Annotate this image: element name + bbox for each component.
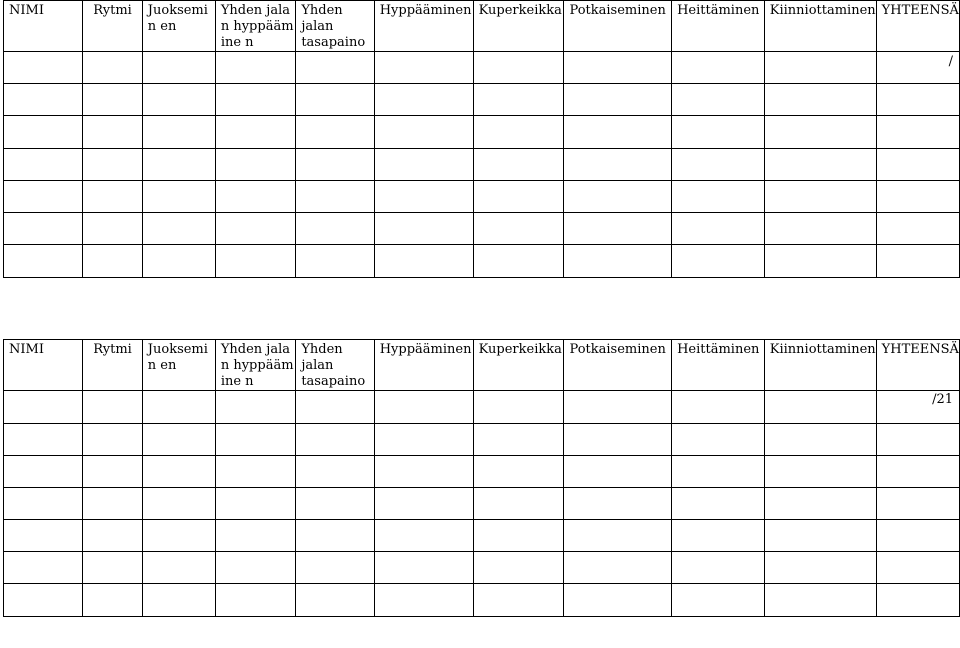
- cell-yhden-jalan-hyppaaminen[interactable]: [215, 456, 296, 488]
- cell-rytmi[interactable]: [83, 84, 143, 116]
- header-rytmi: Rytmi: [83, 1, 143, 52]
- table-row: [4, 245, 960, 278]
- cell-rytmi[interactable]: [83, 245, 143, 278]
- header-row: [4, 340, 960, 391]
- cell-rytmi[interactable]: [83, 181, 143, 213]
- cell-kiinniottaminen[interactable]: [764, 84, 876, 116]
- cell-rytmi[interactable]: [83, 520, 143, 552]
- table-row: [4, 149, 960, 181]
- cell-yhteensa[interactable]: [876, 424, 959, 456]
- table-row: [4, 424, 960, 456]
- cell-rytmi[interactable]: [83, 424, 143, 456]
- cell-yhden-jalan-tasapaino[interactable]: [296, 552, 374, 584]
- cell-yhden-jalan-tasapaino[interactable]: [296, 84, 374, 116]
- cell-juokseminen[interactable]: [142, 456, 215, 488]
- cell-hyppaaminen[interactable]: [374, 488, 473, 520]
- cell-kuperkeikka[interactable]: [473, 213, 564, 245]
- cell-yhteensa[interactable]: [876, 552, 959, 584]
- cell-hyppaaminen[interactable]: [374, 149, 473, 181]
- cell-potkaiseminen[interactable]: [564, 245, 672, 278]
- cell-yhden-jalan-hyppaaminen[interactable]: [215, 52, 296, 84]
- cell-kuperkeikka[interactable]: [473, 584, 564, 617]
- cell-name[interactable]: [4, 52, 83, 84]
- header-hyppaaminen: Hyppääminen: [374, 1, 473, 52]
- cell-yhteensa[interactable]: [876, 245, 959, 278]
- cell-rytmi[interactable]: [83, 488, 143, 520]
- table-row: [4, 84, 960, 116]
- cell-yhden-jalan-tasapaino[interactable]: [296, 488, 374, 520]
- header-yhden-jalan-tasapaino: Yhden jalan tasapaino: [296, 340, 374, 391]
- cell-kiinniottaminen[interactable]: [764, 424, 876, 456]
- cell-yhden-jalan-hyppaaminen[interactable]: [215, 116, 296, 149]
- cell-heittaminen[interactable]: [672, 116, 765, 149]
- cell-rytmi[interactable]: [83, 52, 143, 84]
- cell-yhden-jalan-hyppaaminen[interactable]: [215, 181, 296, 213]
- cell-rytmi[interactable]: [83, 456, 143, 488]
- cell-yhden-jalan-tasapaino[interactable]: [296, 245, 374, 278]
- cell-yhden-jalan-hyppaaminen[interactable]: [215, 552, 296, 584]
- cell-yhden-jalan-tasapaino[interactable]: [296, 584, 374, 617]
- cell-kiinniottaminen[interactable]: [764, 456, 876, 488]
- cell-kuperkeikka[interactable]: [473, 552, 564, 584]
- cell-kiinniottaminen[interactable]: [764, 584, 876, 617]
- cell-yhden-jalan-hyppaaminen[interactable]: [215, 245, 296, 278]
- cell-yhden-jalan-tasapaino[interactable]: [296, 52, 374, 84]
- cell-potkaiseminen[interactable]: [564, 488, 672, 520]
- cell-juokseminen[interactable]: [142, 52, 215, 84]
- cell-hyppaaminen[interactable]: [374, 424, 473, 456]
- cell-yhteensa[interactable]: [876, 84, 959, 116]
- cell-potkaiseminen[interactable]: [564, 181, 672, 213]
- cell-yhden-jalan-hyppaaminen[interactable]: [215, 520, 296, 552]
- cell-juokseminen[interactable]: [142, 520, 215, 552]
- cell-kiinniottaminen[interactable]: [764, 116, 876, 149]
- header-kuperkeikka: Kuperkeikka: [473, 1, 564, 52]
- cell-heittaminen[interactable]: [672, 552, 765, 584]
- cell-juokseminen[interactable]: [142, 213, 215, 245]
- header-potkaiseminen: Potkaiseminen: [564, 1, 672, 52]
- cell-yhden-jalan-hyppaaminen[interactable]: [215, 391, 296, 424]
- cell-potkaiseminen[interactable]: [564, 116, 672, 149]
- cell-yhden-jalan-hyppaaminen[interactable]: [215, 424, 296, 456]
- cell-kiinniottaminen[interactable]: [764, 391, 876, 424]
- table-row: [4, 520, 960, 552]
- header-potkaiseminen: Potkaiseminen: [564, 340, 672, 391]
- cell-hyppaaminen[interactable]: [374, 584, 473, 617]
- header-heittaminen: Heittäminen: [672, 1, 765, 52]
- cell-name[interactable]: [4, 149, 83, 181]
- cell-heittaminen[interactable]: [672, 149, 765, 181]
- cell-heittaminen[interactable]: [672, 213, 765, 245]
- cell-juokseminen[interactable]: [142, 181, 215, 213]
- cell-hyppaaminen[interactable]: [374, 116, 473, 149]
- cell-juokseminen[interactable]: [142, 391, 215, 424]
- cell-yhden-jalan-tasapaino[interactable]: [296, 116, 374, 149]
- cell-juokseminen[interactable]: [142, 552, 215, 584]
- cell-potkaiseminen[interactable]: [564, 584, 672, 617]
- cell-name[interactable]: [4, 456, 83, 488]
- cell-yhden-jalan-hyppaaminen[interactable]: [215, 84, 296, 116]
- cell-hyppaaminen[interactable]: [374, 213, 473, 245]
- cell-name[interactable]: [4, 520, 83, 552]
- cell-potkaiseminen[interactable]: [564, 520, 672, 552]
- cell-juokseminen[interactable]: [142, 245, 215, 278]
- header-yhteensa: YHTEENSÄ: [876, 1, 959, 52]
- cell-kuperkeikka[interactable]: [473, 520, 564, 552]
- cell-yhden-jalan-hyppaaminen[interactable]: [215, 584, 296, 617]
- cell-kuperkeikka[interactable]: [473, 245, 564, 278]
- cell-juokseminen[interactable]: [142, 584, 215, 617]
- cell-name[interactable]: [4, 245, 83, 278]
- cell-heittaminen[interactable]: [672, 84, 765, 116]
- table-row: [4, 181, 960, 213]
- cell-yhteensa[interactable]: [876, 116, 959, 149]
- cell-yhteensa[interactable]: [876, 52, 959, 84]
- cell-kuperkeikka[interactable]: [473, 149, 564, 181]
- cell-kiinniottaminen[interactable]: [764, 488, 876, 520]
- score-table-2: [3, 339, 960, 617]
- cell-hyppaaminen[interactable]: [374, 391, 473, 424]
- cell-kiinniottaminen[interactable]: [764, 245, 876, 278]
- cell-juokseminen[interactable]: [142, 424, 215, 456]
- table-row: [4, 391, 960, 424]
- cell-rytmi[interactable]: [83, 116, 143, 149]
- cell-kuperkeikka[interactable]: [473, 488, 564, 520]
- cell-potkaiseminen[interactable]: [564, 149, 672, 181]
- cell-yhden-jalan-tasapaino[interactable]: [296, 391, 374, 424]
- header-name: NIMI: [4, 1, 83, 52]
- cell-name[interactable]: [4, 584, 83, 617]
- cell-kuperkeikka[interactable]: [473, 456, 564, 488]
- cell-yhteensa[interactable]: [876, 456, 959, 488]
- cell-rytmi[interactable]: [83, 149, 143, 181]
- cell-rytmi[interactable]: [83, 584, 143, 617]
- cell-hyppaaminen[interactable]: [374, 52, 473, 84]
- cell-name[interactable]: [4, 424, 83, 456]
- cell-hyppaaminen[interactable]: [374, 552, 473, 584]
- score-table-1: [3, 0, 960, 278]
- cell-name[interactable]: [4, 84, 83, 116]
- cell-potkaiseminen[interactable]: [564, 213, 672, 245]
- cell-kuperkeikka[interactable]: [473, 116, 564, 149]
- header-row: [4, 1, 960, 52]
- cell-yhden-jalan-hyppaaminen[interactable]: [215, 213, 296, 245]
- cell-name[interactable]: [4, 552, 83, 584]
- cell-potkaiseminen[interactable]: [564, 552, 672, 584]
- cell-heittaminen[interactable]: [672, 424, 765, 456]
- cell-kuperkeikka[interactable]: [473, 391, 564, 424]
- cell-yhden-jalan-tasapaino[interactable]: [296, 213, 374, 245]
- cell-heittaminen[interactable]: [672, 456, 765, 488]
- cell-hyppaaminen[interactable]: [374, 245, 473, 278]
- cell-heittaminen[interactable]: [672, 52, 765, 84]
- cell-potkaiseminen[interactable]: [564, 391, 672, 424]
- cell-juokseminen[interactable]: [142, 149, 215, 181]
- cell-yhden-jalan-hyppaaminen[interactable]: [215, 488, 296, 520]
- cell-rytmi[interactable]: [83, 552, 143, 584]
- cell-kiinniottaminen[interactable]: [764, 149, 876, 181]
- cell-potkaiseminen[interactable]: [564, 52, 672, 84]
- cell-yhteensa[interactable]: [876, 391, 959, 424]
- cell-name[interactable]: [4, 213, 83, 245]
- total-score-label: /21: [932, 392, 953, 407]
- cell-kuperkeikka[interactable]: [473, 52, 564, 84]
- table-row: [4, 552, 960, 584]
- cell-yhteensa[interactable]: [876, 584, 959, 617]
- cell-juokseminen[interactable]: [142, 488, 215, 520]
- total-score-label: /: [948, 54, 953, 69]
- cell-potkaiseminen[interactable]: [564, 424, 672, 456]
- header-juokseminen: Juoksemin en: [142, 340, 215, 391]
- cell-kiinniottaminen[interactable]: [764, 552, 876, 584]
- table-row: [4, 488, 960, 520]
- cell-potkaiseminen[interactable]: [564, 456, 672, 488]
- cell-rytmi[interactable]: [83, 391, 143, 424]
- cell-rytmi[interactable]: [83, 213, 143, 245]
- cell-potkaiseminen[interactable]: [564, 84, 672, 116]
- header-juokseminen: Juoksemin en: [142, 1, 215, 52]
- cell-yhden-jalan-tasapaino[interactable]: [296, 424, 374, 456]
- cell-name[interactable]: [4, 116, 83, 149]
- header-rytmi: Rytmi: [83, 340, 143, 391]
- header-yhden-jalan-hyppaaminen: Yhden jalan hyppäämine n: [215, 340, 296, 391]
- cell-kuperkeikka[interactable]: [473, 181, 564, 213]
- cell-kiinniottaminen[interactable]: [764, 520, 876, 552]
- cell-hyppaaminen[interactable]: [374, 181, 473, 213]
- cell-heittaminen[interactable]: [672, 181, 765, 213]
- cell-heittaminen[interactable]: [672, 245, 765, 278]
- cell-kuperkeikka[interactable]: [473, 424, 564, 456]
- header-kiinniottaminen: Kiinniottaminen: [764, 1, 876, 52]
- table-row: [4, 213, 960, 245]
- table-row: [4, 584, 960, 617]
- header-yhteensa: YHTEENSÄ: [876, 340, 959, 391]
- cell-yhden-jalan-hyppaaminen[interactable]: [215, 149, 296, 181]
- cell-juokseminen[interactable]: [142, 116, 215, 149]
- table-row: [4, 456, 960, 488]
- cell-yhteensa[interactable]: [876, 213, 959, 245]
- header-hyppaaminen: Hyppääminen: [374, 340, 473, 391]
- cell-yhteensa[interactable]: [876, 149, 959, 181]
- cell-yhteensa[interactable]: [876, 520, 959, 552]
- header-name: NIMI: [4, 340, 83, 391]
- header-kuperkeikka: Kuperkeikka: [473, 340, 564, 391]
- cell-kiinniottaminen[interactable]: [764, 181, 876, 213]
- header-yhden-jalan-tasapaino: Yhden jalan tasapaino: [296, 1, 374, 52]
- cell-name[interactable]: [4, 391, 83, 424]
- header-yhden-jalan-hyppaaminen: Yhden jalan hyppäämine n: [215, 1, 296, 52]
- cell-kiinniottaminen[interactable]: [764, 52, 876, 84]
- table-row: [4, 116, 960, 149]
- cell-juokseminen[interactable]: [142, 84, 215, 116]
- cell-heittaminen[interactable]: [672, 520, 765, 552]
- cell-name[interactable]: [4, 181, 83, 213]
- cell-name[interactable]: [4, 488, 83, 520]
- cell-yhteensa[interactable]: [876, 488, 959, 520]
- cell-heittaminen[interactable]: [672, 488, 765, 520]
- cell-yhteensa[interactable]: [876, 181, 959, 213]
- cell-hyppaaminen[interactable]: [374, 84, 473, 116]
- cell-kiinniottaminen[interactable]: [764, 213, 876, 245]
- cell-yhden-jalan-tasapaino[interactable]: [296, 149, 374, 181]
- cell-yhden-jalan-tasapaino[interactable]: [296, 181, 374, 213]
- cell-hyppaaminen[interactable]: [374, 456, 473, 488]
- cell-heittaminen[interactable]: [672, 391, 765, 424]
- header-kiinniottaminen: Kiinniottaminen: [764, 340, 876, 391]
- table-row: [4, 52, 960, 84]
- cell-heittaminen[interactable]: [672, 584, 765, 617]
- cell-kuperkeikka[interactable]: [473, 84, 564, 116]
- cell-yhden-jalan-tasapaino[interactable]: [296, 456, 374, 488]
- cell-hyppaaminen[interactable]: [374, 520, 473, 552]
- cell-yhden-jalan-tasapaino[interactable]: [296, 520, 374, 552]
- header-heittaminen: Heittäminen: [672, 340, 765, 391]
